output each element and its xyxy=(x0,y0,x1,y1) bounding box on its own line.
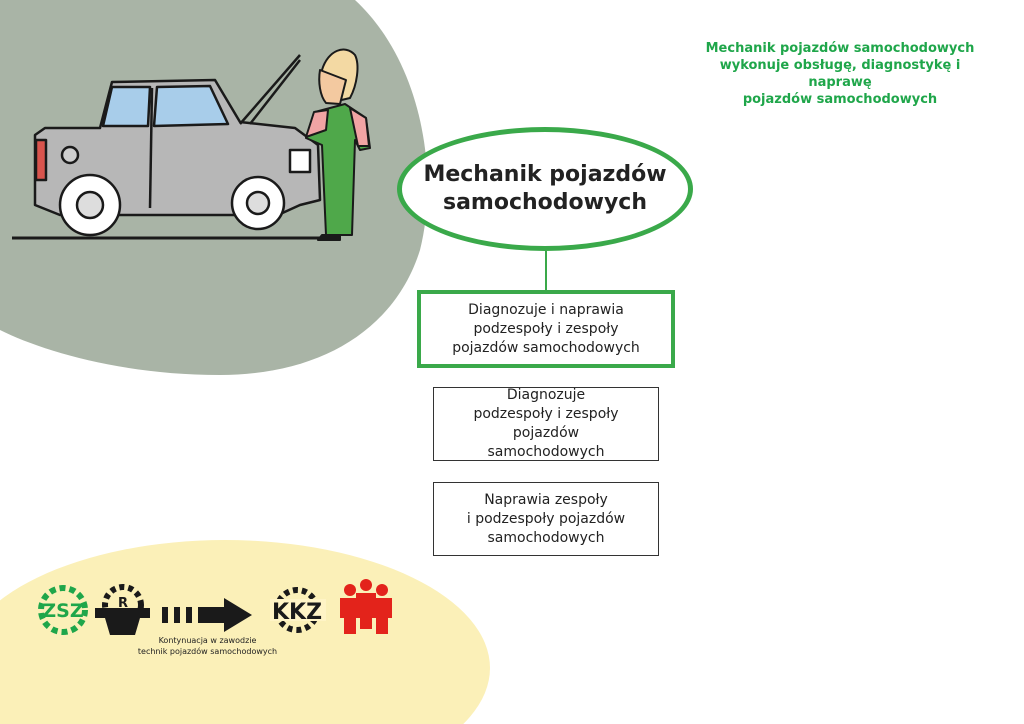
main-task-line-3: pojazdów samochodowych xyxy=(452,339,640,356)
continuation-caption xyxy=(120,635,295,657)
intro-line-3: pojazdów samochodowych xyxy=(742,92,938,107)
intro-line-1: Mechanik pojazdów samochodowych xyxy=(705,41,975,56)
continuation-line-2: technik pojazdów samochodowych xyxy=(137,647,278,656)
main-task-line-2: podzespoły i zespoły xyxy=(473,320,619,337)
sub-task-1-line-3: pojazdów samochodowych xyxy=(487,425,605,460)
main-task-line-1: Diagnozuje i naprawia xyxy=(468,301,624,318)
connector-line xyxy=(545,251,547,291)
sub-task-box-repair xyxy=(433,482,659,556)
sub-task-1-line-1: Diagnozuje xyxy=(506,387,586,403)
central-profession-node xyxy=(397,127,693,251)
kkz-logo-text: KKZ xyxy=(271,600,323,625)
sub-task-1-line-2: podzespoły i zespoły xyxy=(473,406,619,422)
intro-description xyxy=(690,40,990,108)
r-logo-text: R xyxy=(117,596,129,611)
sub-task-2-line-2: i podzespoły pojazdów xyxy=(466,510,626,527)
intro-line-2: wykonuje obsługę, diagnostykę i naprawę xyxy=(719,58,961,90)
sub-task-2-line-1: Naprawia zespoły xyxy=(484,491,608,508)
central-line-1: Mechanik pojazdów xyxy=(423,162,667,187)
sub-task-2-line-3: samochodowych xyxy=(487,529,605,546)
zsz-logo-text: ZSZ xyxy=(42,600,84,622)
central-line-2: samochodowych xyxy=(442,190,648,215)
people-group-icon xyxy=(340,579,392,634)
continuation-line-1: Kontynuacja w zawodzie xyxy=(158,636,257,645)
sub-task-box-diagnose xyxy=(433,387,659,461)
main-task-box xyxy=(417,290,675,368)
